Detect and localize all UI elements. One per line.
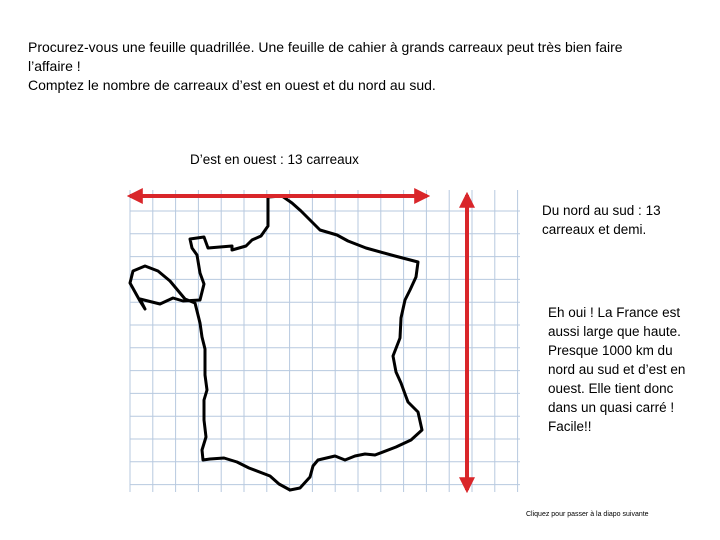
explanation-note: Eh oui ! La France est aussi large que haute. Presque 1000 km du nord au sud et d’est en ouest. Elle tient donc dans un quasi carré ! Facile!! [548, 305, 686, 434]
east-west-label: D’est en ouest : 13 carreaux [190, 152, 359, 167]
instructions-line-1: Procurez-vous une feuille quadrillée. Une feuille de cahier à grands carreaux peut très bien faire [28, 39, 623, 55]
north-south-label: Du nord au sud : 13 carreaux et demi. [542, 203, 661, 237]
instructions-line-3: Comptez le nombre de carreaux d’est en ouest et du nord au sud. [28, 77, 436, 93]
next-slide-link[interactable]: Cliquez pour passer à la diapo suivante [526, 511, 649, 518]
instructions-line-2: l’affaire ! [28, 58, 81, 74]
france-map-outline-icon [130, 196, 422, 490]
squared-paper-grid [130, 190, 520, 492]
